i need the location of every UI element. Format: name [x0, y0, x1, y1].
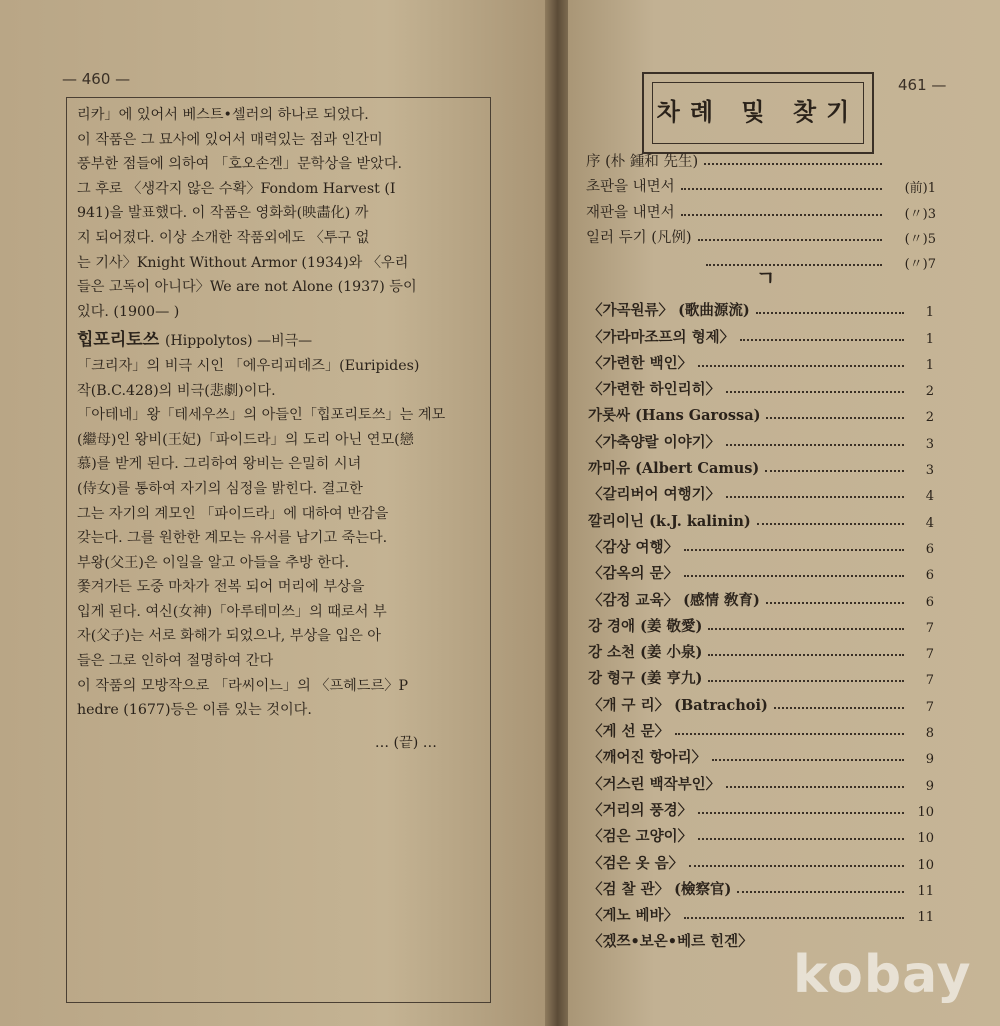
- toc-entry[interactable]: 〈감상 여행〉 6: [588, 538, 934, 557]
- body-line: 이 작품은 그 묘사에 있어서 매력있는 점과 인간미: [77, 131, 383, 148]
- entry-line: (侍女)를 통하여 자기의 심정을 밝힌다. 결고한: [77, 480, 363, 497]
- toc-entry[interactable]: 강 소천 (姜 小泉) 7: [588, 644, 934, 663]
- toc-entry[interactable]: 〈개 구 리〉 (Batrachoi) 7: [588, 696, 934, 715]
- body-line: 풍부한 점들에 의하여 「호오손겐」문학상을 받았다.: [77, 156, 403, 173]
- toc-entry[interactable]: 재판을 내면서 (〃)3: [586, 204, 936, 222]
- toc-title-box: [642, 72, 874, 154]
- right-page-number: 461 —: [898, 76, 947, 94]
- toc-entry[interactable]: 〈가곡원류〉 (歌曲源流) 1: [588, 302, 934, 321]
- entry-line: (繼母)인 왕비(王妃)「파이드라」의 도리 아닌 연모(戀: [77, 431, 414, 448]
- entry-line: 그는 자기의 계모인 「파이드라」에 대하여 반감을: [77, 505, 389, 522]
- entry-line: 자(父子)는 서로 화해가 되었으나, 부상을 입은 아: [77, 628, 382, 645]
- toc-title: 차례 및 찾기: [656, 97, 860, 126]
- toc-entry[interactable]: 序 (朴 鍾和 先生): [586, 146, 936, 171]
- entry-subtitle: (Hippolytos) —비극—: [165, 333, 313, 350]
- toc-entry[interactable]: 강 경애 (姜 敬愛) 7: [588, 617, 934, 636]
- entry-line: 갖는다. 그를 원한한 계모는 유서를 남기고 죽는다.: [77, 530, 388, 547]
- body-line: 는 기사〉Knight Without Armor (1934)와 〈우리: [77, 254, 409, 271]
- body-line: 941)을 발표했다. 이 작품은 영화화(映畵化) 까: [77, 205, 369, 222]
- toc-entry[interactable]: 〈거스린 백작부인〉 9: [588, 775, 934, 794]
- toc-entry[interactable]: 깔리이닌 (k.J. kalinin) 4: [588, 512, 934, 531]
- toc-front-matter: [586, 146, 936, 272]
- entry-heading: [77, 328, 487, 354]
- toc-entry[interactable]: 〈거리의 풍경〉 10: [588, 801, 934, 820]
- entry-line: hedre (1677)등은 이름 있는 것이다.: [77, 702, 312, 719]
- toc-entry[interactable]: 〈게노 베바〉 11: [588, 907, 934, 926]
- body-line: 들은 고독이 아니다〉We are not Alone (1937) 등이: [77, 279, 417, 296]
- watermark-logo: kobay: [793, 945, 972, 1005]
- entry-line: 이 작품의 모방작으로 「라씨이느」의 〈프헤드르〉P: [77, 677, 409, 694]
- toc-entry[interactable]: 〈검은 고양이〉 10: [588, 828, 934, 847]
- toc-entry[interactable]: 〈게 선 문〉 8: [588, 723, 934, 742]
- left-page-number: — 460 —: [62, 70, 131, 88]
- entry-line: 입게 된다. 여신(女神)「아루테미쓰」의 때로서 부: [77, 603, 387, 620]
- toc-entry[interactable]: (〃)7: [586, 247, 936, 272]
- toc-entry[interactable]: 〈가련한 하인리히〉 2: [588, 381, 934, 400]
- toc-entry[interactable]: 〈깨어진 항아리〉 9: [588, 749, 934, 768]
- entry-title: 힙포리토쓰: [77, 330, 160, 351]
- entry-line: 부왕(父王)은 이일을 알고 아들을 추방 한다.: [77, 554, 350, 571]
- toc-entry[interactable]: 일러 두기 (凡例) (〃)5: [586, 229, 936, 247]
- entry-line: 작(B.C.428)의 비극(悲劇)이다.: [77, 382, 276, 399]
- toc-entry[interactable]: 〈가라마조프의 형제〉 1: [588, 328, 934, 347]
- toc-entry[interactable]: 〈갈리버어 여행기〉 4: [588, 486, 934, 505]
- toc-entry[interactable]: 강 형구 (姜 亨九) 7: [588, 670, 934, 689]
- toc-entry[interactable]: 〈겠쯔•보온•베르 힌겐〉: [588, 933, 753, 951]
- body-line: 리카」에 있어서 베스트•셀러의 하나로 되었다.: [77, 107, 369, 123]
- entry-line: 慕)를 받게 된다. 그리하여 왕비는 은밀히 시녀: [77, 456, 362, 473]
- toc-index-list: [588, 294, 934, 951]
- body-line: 있다. (1900— ): [77, 303, 180, 320]
- entry-line: 「크리자」의 비극 시인 「에우리피데즈」(Euripides): [77, 357, 420, 374]
- entry-line: 「아테네」왕「테세우쓰」의 아들인「힙포리토쓰」는 계모: [77, 407, 446, 424]
- toc-entry[interactable]: 〈가련한 백인〉 1: [588, 354, 934, 373]
- end-mark: … (끝) …: [374, 734, 437, 751]
- body-line: 그 후로 〈생각지 않은 수확〉Fondom Harvest (I: [77, 180, 396, 197]
- toc-entry[interactable]: 〈감정 교육〉 (感情 敎育) 6: [588, 591, 934, 610]
- toc-entry[interactable]: 〈감옥의 문〉 6: [588, 565, 934, 584]
- toc-entry[interactable]: 가롯싸 (Hans Garossa) 2: [588, 407, 934, 426]
- entry-line: 쫓겨가든 도중 마차가 전복 되어 머리에 부상을: [77, 579, 365, 596]
- toc-entry[interactable]: 〈검은 옷 음〉 10: [588, 854, 934, 873]
- entry-line: 들은 그로 인하여 절명하여 간다: [77, 653, 274, 670]
- left-body-text: [77, 103, 487, 755]
- toc-entry[interactable]: 까미유 (Albert Camus) 3: [588, 460, 934, 479]
- section-letter: ㄱ: [756, 266, 776, 290]
- toc-entry[interactable]: 〈검 찰 관〉 (檢察官) 11: [588, 880, 934, 899]
- body-line: 지 되어졌다. 이상 소개한 작품외에도 〈투구 없: [77, 229, 370, 246]
- toc-entry[interactable]: 초판을 내면서 (前)1: [586, 179, 936, 197]
- toc-entry[interactable]: 〈가축양랄 이야기〉 3: [588, 433, 934, 452]
